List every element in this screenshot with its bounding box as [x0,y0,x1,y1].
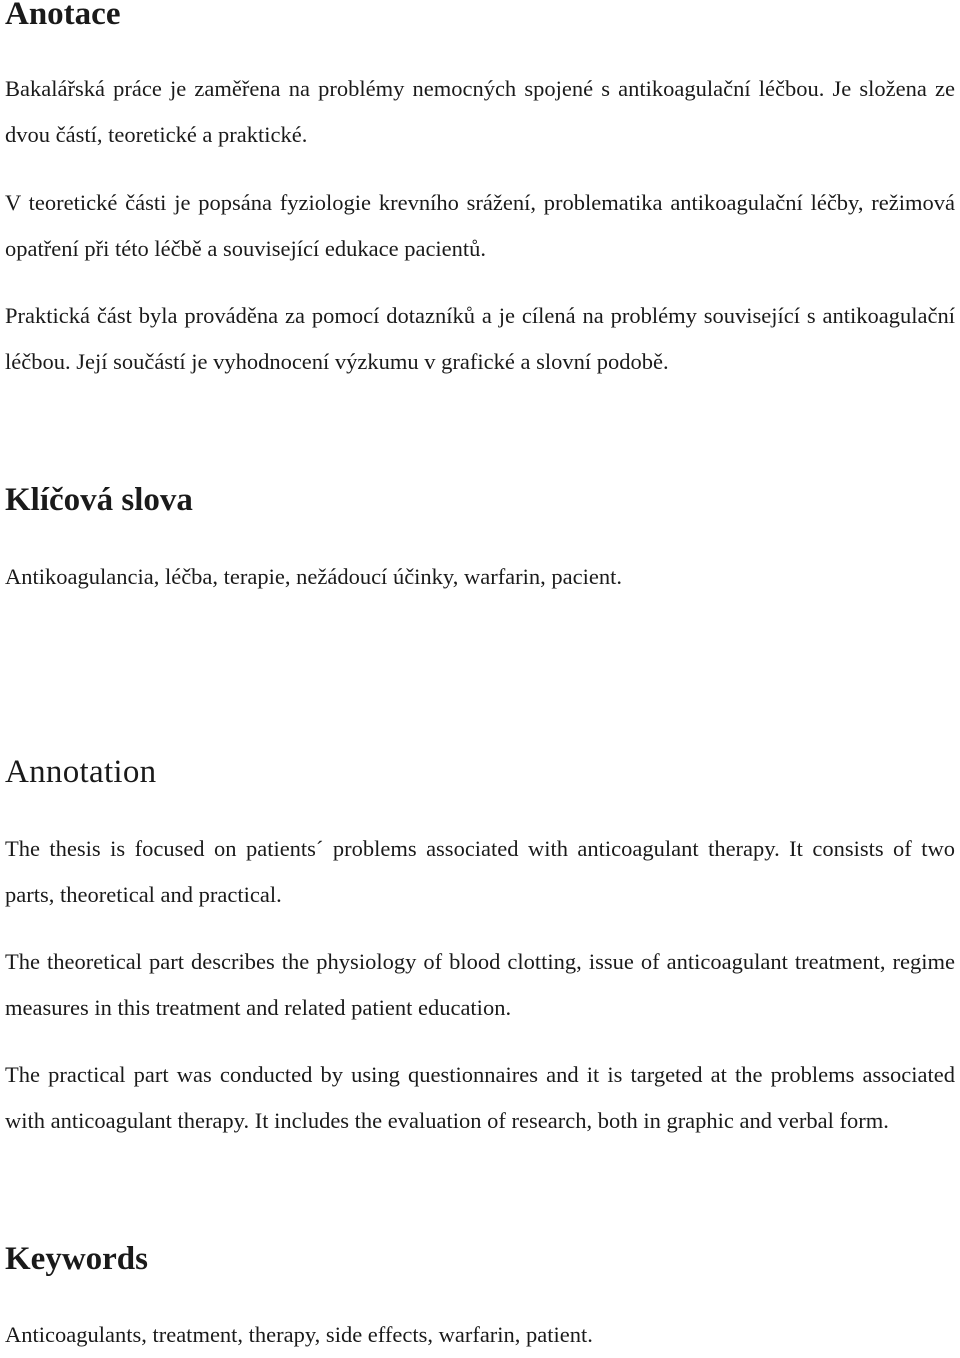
czech-paragraph-3: Praktická část byla prováděna za pomocí dotazníků a je cílená na problémy související s antikoagulační léčbou. Její součástí je vyhodnocení výzkumu v grafické a slovní podobě. [5,303,955,374]
english-paragraph-2: The theoretical part describes the physiology of blood clotting, issue of anticoagulant treatment, regime measures in this treatment and related patient education. [5,949,955,1020]
czech-annotation-heading: Anotace [5,0,121,32]
czech-keywords-heading: Klíčová slova [5,482,193,518]
english-paragraph-1: The thesis is focused on patients´ problems associated with anticoagulant therapy. It consists of two parts, theoretical and practical. [5,836,955,907]
english-paragraph-3: The practical part was conducted by using questionnaires and it is targeted at the problems associated with anticoagulant therapy. It includes the evaluation of research, both in graphic and verbal form. [5,1062,955,1133]
czech-paragraph-1: Bakalářská práce je zaměřena na problémy nemocných spojené s antikoagulační léčbou. Je složena ze dvou částí, teoretické a praktické. [5,76,955,147]
czech-paragraph-2: V teoretické části je popsána fyziologie krevního srážení, problematika antikoagulační léčby, režimová opatření při této léčbě a související edukace pacientů. [5,190,955,261]
english-annotation-heading: Annotation [5,754,157,790]
english-keywords: Anticoagulants, treatment, therapy, side effects, warfarin, patient. [5,1322,593,1347]
english-keywords-heading: Keywords [5,1241,148,1277]
czech-keywords: Antikoagulancia, léčba, terapie, nežádoucí účinky, warfarin, pacient. [5,564,623,589]
